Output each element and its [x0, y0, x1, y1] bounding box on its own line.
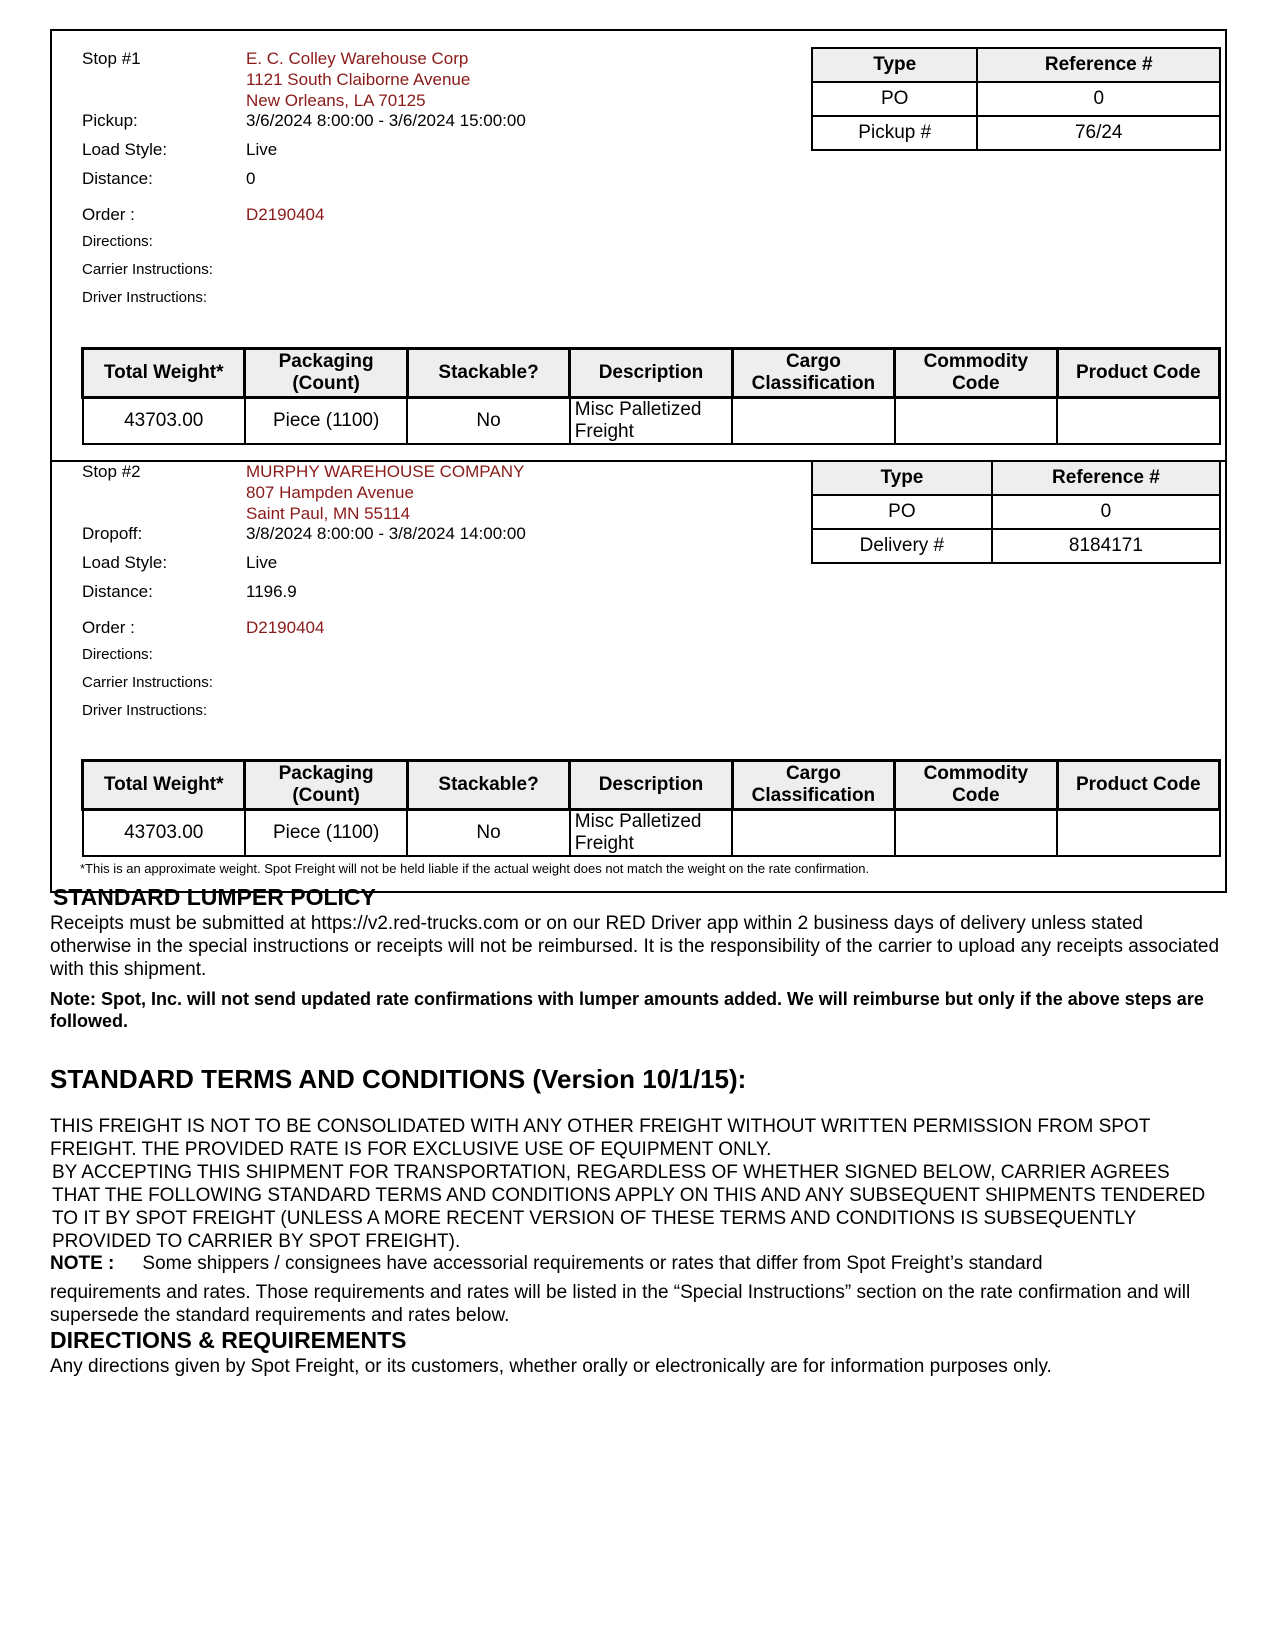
- description-cell: Misc Palletized Freight: [570, 398, 732, 445]
- lumper-policy-body: Receipts must be submitted at https://v2.red-trucks.com or on our RED Driver app within 2 business days of delivery unless stated otherwise in the special instructions or receipts will not be reimbursed. It is the responsibility of the carrier to upload any receipts associated with this shipment.: [50, 913, 1220, 980]
- reference-table: [811, 47, 1221, 151]
- stop-address-line2: Saint Paul, MN 55114: [246, 504, 411, 523]
- freight-table: [81, 759, 1221, 857]
- ref-value-cell: 0: [992, 495, 1220, 529]
- load-style-label: Load Style:: [82, 140, 168, 159]
- reference-table: [811, 460, 1221, 564]
- ref-type-cell: Pickup #: [812, 116, 977, 150]
- weight-footnote: *This is an approximate weight. Spot Freight will not be held liable if the actual weight does not match the weight on the rate confirmation.: [80, 861, 870, 876]
- cargo-classification-cell: [732, 810, 894, 857]
- freight-header-stackable: Stackable?: [407, 761, 569, 810]
- driver-instructions-label: Driver Instructions:: [82, 702, 208, 719]
- distance-label: Distance:: [82, 582, 153, 601]
- ref-value-cell: 76/24: [977, 116, 1220, 150]
- stackable-cell: No: [407, 810, 569, 857]
- freight-header-commodity-code: Commodity Code: [895, 349, 1057, 398]
- stop-company: E. C. Colley Warehouse Corp: [246, 49, 469, 68]
- freight-header-cargo-classification: Cargo Classification: [732, 761, 894, 810]
- table-row: [812, 495, 1220, 529]
- stop-address-line1: 1121 South Claiborne Avenue: [246, 70, 471, 89]
- order-label: Order :: [82, 205, 135, 224]
- load-style-value: Live: [246, 140, 278, 159]
- terms-note-rest: requirements and rates. Those requirements and rates will be listed in the “Special Instructions” section on the rate confirmation and will supersede the standard requirements and rates below.: [50, 1282, 1191, 1326]
- driver-instructions-label: Driver Instructions:: [82, 289, 208, 306]
- directions-requirements-title: DIRECTIONS & REQUIREMENTS: [50, 1327, 407, 1353]
- freight-header-product-code: Product Code: [1057, 349, 1219, 398]
- stop-company: MURPHY WAREHOUSE COMPANY: [246, 462, 525, 481]
- ref-type-cell: Delivery #: [812, 529, 992, 563]
- dropoff-label: Dropoff:: [82, 524, 143, 543]
- cargo-classification-cell: [732, 398, 894, 445]
- stackable-cell: No: [407, 398, 569, 445]
- total-weight-cell: 43703.00: [83, 398, 245, 445]
- ref-header-reference: Reference #: [977, 48, 1220, 82]
- table-row: [812, 529, 1220, 563]
- order-value: D2190404: [246, 618, 325, 637]
- stop-2-section: [50, 460, 1227, 893]
- terms-paragraph-2: BY ACCEPTING THIS SHIPMENT FOR TRANSPORTATION, REGARDLESS OF WHETHER SIGNED BELOW, CARRIER AGREES THAT THE FOLLOWING STANDARD TERMS AND CONDITIONS APPLY ON THIS AND ANY SUBSEQUENT SHIPMENTS TENDERED TO IT BY SPOT FREIGHT (UNLESS A MORE RECENT VERSION OF THESE TERMS AND CONDITIONS IS SUBSEQUENTLY PROVIDED TO CARRIER BY SPOT FREIGHT).: [52, 1162, 1206, 1252]
- directions-label: Directions:: [82, 646, 153, 663]
- commodity-code-cell: [895, 810, 1057, 857]
- total-weight-cell: 43703.00: [83, 810, 245, 857]
- distance-value: 0: [246, 169, 256, 188]
- note-text-line1: Some shippers / consignees have accessorial requirements or rates that differ from Spot Freight’s standard: [142, 1253, 1043, 1274]
- packaging-cell: Piece (1100): [245, 398, 407, 445]
- table-row: [812, 116, 1220, 150]
- product-code-cell: [1057, 398, 1219, 445]
- carrier-instructions-label: Carrier Instructions:: [82, 261, 213, 278]
- pickup-label: Pickup:: [82, 111, 138, 130]
- terms-paragraph-1: THIS FREIGHT IS NOT TO BE CONSOLIDATED WITH ANY OTHER FREIGHT WITHOUT WRITTEN PERMISSION FROM SPOT FREIGHT. THE PROVIDED RATE IS FOR EXCLUSIVE USE OF EQUIPMENT ONLY.: [50, 1116, 1150, 1160]
- commodity-code-cell: [895, 398, 1057, 445]
- distance-label: Distance:: [82, 169, 153, 188]
- ref-type-cell: PO: [812, 495, 992, 529]
- terms-title: STANDARD TERMS AND CONDITIONS (Version 10/1/15):: [50, 1064, 747, 1094]
- terms-note-line: [50, 1252, 1220, 1275]
- ref-header-reference: Reference #: [992, 461, 1220, 495]
- freight-header-packaging: Packaging (Count): [245, 349, 407, 398]
- product-code-cell: [1057, 810, 1219, 857]
- lumper-policy-note: Note: Spot, Inc. will not send updated rate confirmations with lumper amounts added. We will reimburse but only if the above steps are followed.: [50, 989, 1204, 1031]
- ref-value-cell: 8184171: [992, 529, 1220, 563]
- stop-address-line1: 807 Hampden Avenue: [246, 483, 414, 502]
- freight-header-total-weight: Total Weight*: [83, 761, 245, 810]
- directions-requirements-body: Any directions given by Spot Freight, or its customers, whether orally or electronically are for information purposes only.: [50, 1356, 1052, 1377]
- packaging-cell: Piece (1100): [245, 810, 407, 857]
- freight-header-cargo-classification: Cargo Classification: [732, 349, 894, 398]
- stop-label: Stop #2: [82, 462, 141, 481]
- freight-header-packaging: Packaging (Count): [245, 761, 407, 810]
- freight-header-total-weight: Total Weight*: [83, 349, 245, 398]
- pickup-value: 3/6/2024 8:00:00 - 3/6/2024 15:00:00: [246, 111, 526, 130]
- freight-header-stackable: Stackable?: [407, 349, 569, 398]
- table-row: [83, 398, 1220, 445]
- stop-1-section: [50, 29, 1227, 462]
- order-label: Order :: [82, 618, 135, 637]
- load-style-label: Load Style:: [82, 553, 168, 572]
- ref-value-cell: 0: [977, 82, 1220, 116]
- stop-label: Stop #1: [82, 49, 141, 68]
- ref-header-type: Type: [812, 48, 977, 82]
- load-style-value: Live: [246, 553, 278, 572]
- freight-header-product-code: Product Code: [1057, 761, 1219, 810]
- ref-type-cell: PO: [812, 82, 977, 116]
- ref-header-type: Type: [812, 461, 992, 495]
- description-cell: Misc Palletized Freight: [570, 810, 732, 857]
- freight-header-description: Description: [570, 349, 732, 398]
- freight-table: [81, 347, 1221, 445]
- lumper-policy-title: STANDARD LUMPER POLICY: [53, 884, 376, 910]
- table-row: [812, 82, 1220, 116]
- carrier-instructions-label: Carrier Instructions:: [82, 674, 213, 691]
- directions-label: Directions:: [82, 233, 153, 250]
- table-row: [83, 810, 1220, 857]
- order-value: D2190404: [246, 205, 325, 224]
- note-label: NOTE :: [50, 1253, 115, 1274]
- freight-header-description: Description: [570, 761, 732, 810]
- dropoff-value: 3/8/2024 8:00:00 - 3/8/2024 14:00:00: [246, 524, 526, 543]
- stop-address-line2: New Orleans, LA 70125: [246, 91, 426, 110]
- freight-header-commodity-code: Commodity Code: [895, 761, 1057, 810]
- distance-value: 1196.9: [246, 582, 297, 601]
